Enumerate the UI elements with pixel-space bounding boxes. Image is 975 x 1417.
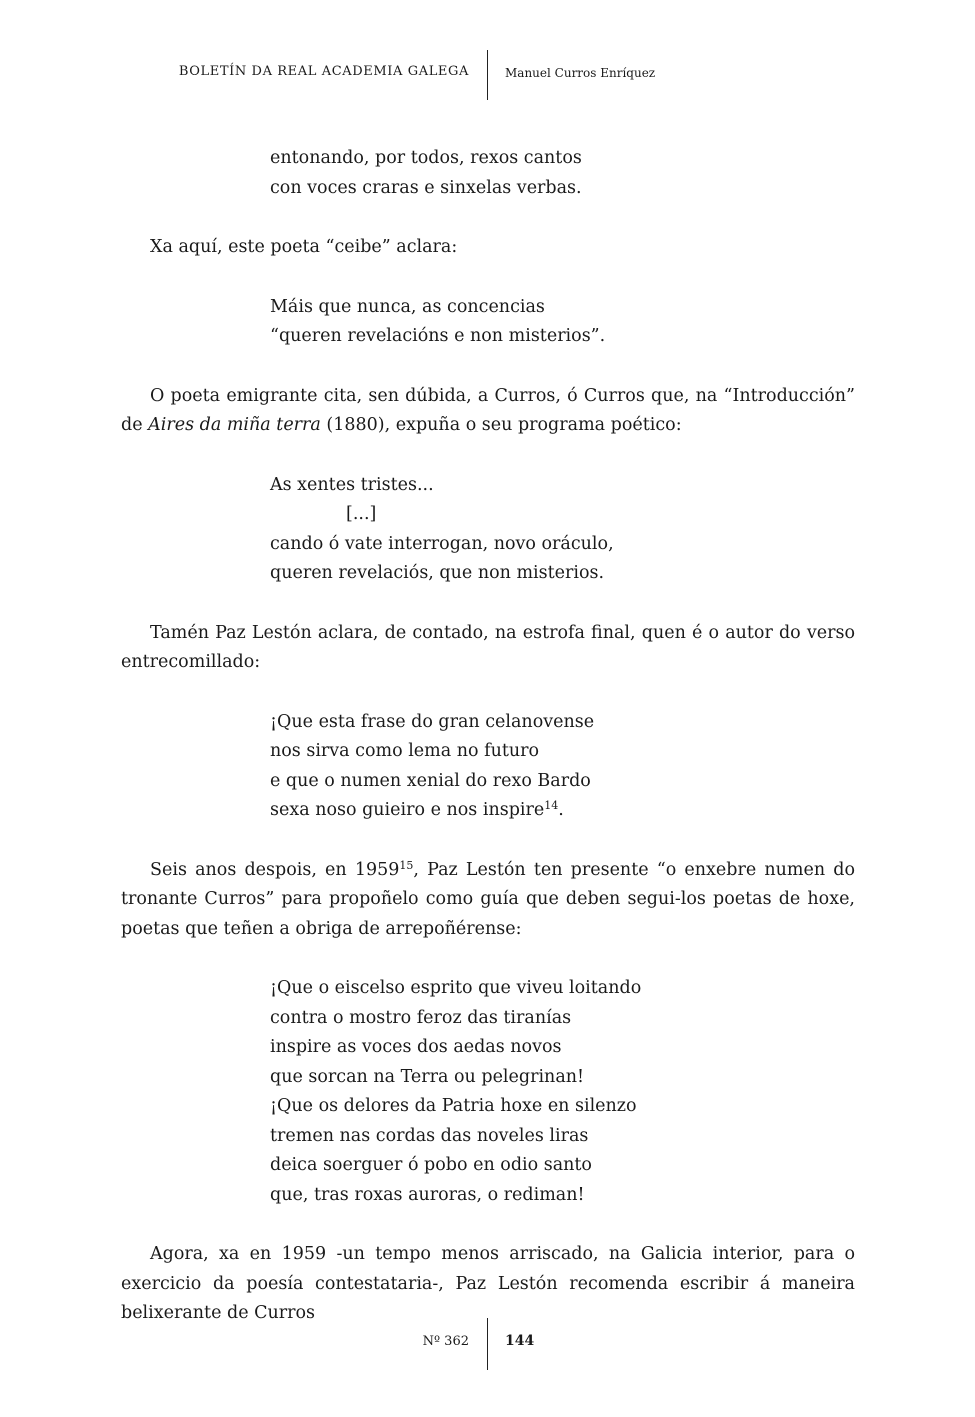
paragraph-4-text: Seis anos despois, en 1959 — [150, 859, 400, 880]
verse-line: que sorcan na Terra ou pelegrinan! — [270, 1066, 585, 1087]
paragraph-2-text-end: (1880), expuña o seu programa poético: — [320, 415, 682, 435]
running-author: Manuel Curros Enríquez — [505, 66, 656, 80]
verse-line: tremen nas cordas das noveles liras — [270, 1125, 589, 1146]
verse-line: Máis que nunca, as concencias — [270, 296, 545, 317]
verse-line: con voces craras e sinxelas verbas. — [270, 177, 582, 198]
verse-line-text: sexa noso guieiro e nos inspire — [270, 800, 545, 820]
page-number: 144 — [505, 1333, 535, 1349]
paragraph-2-text: O poeta emigrante cita, sen dúbida, a Curros, ó Curros que, na “Introducción” de — [121, 385, 855, 435]
page-header — [0, 50, 975, 100]
page-footer — [0, 1318, 975, 1370]
verse-line: nos sirva como lema no futuro — [270, 741, 540, 761]
paragraph-2 — [121, 382, 855, 441]
verse-line: entonando, por todos, rexos cantos — [270, 148, 582, 168]
paragraph-5: Agora, xa en 1959 -un tempo menos arriscado, na Galicia interior, para o exercicio da poesía contestataria-, Paz Lestón recomenda escribir á maneira belixerante de Curros — [121, 1244, 855, 1323]
issue-number: Nº 362 — [422, 1334, 469, 1349]
verse-line: e que o numen xenial do rexo Bardo — [270, 770, 591, 791]
verse-line: sexa noso guieiro e nos inspire$^{14}$. — [270, 799, 564, 820]
verse-line: ¡Que esta frase do gran celanovense — [270, 711, 595, 732]
omission-mark: [...] — [346, 504, 377, 524]
verse-line: As xentes tristes... — [270, 474, 434, 495]
verse-line: ¡Que o eiscelso esprito que viveu loitando — [270, 978, 642, 998]
verse-block-1 — [270, 144, 855, 203]
paragraph-4 — [121, 856, 855, 945]
verse-block-4 — [270, 708, 855, 826]
verse-line: queren revelaciós, que non misterios. — [270, 563, 605, 583]
verse-line: contra o mostro feroz das tiranías — [270, 1007, 572, 1028]
verse-block-3 — [270, 471, 855, 589]
footnote-ref-15[interactable]: 15 — [399, 858, 414, 872]
verse-line: ¡Que os delores da Patria hoxe en silenzo — [270, 1096, 637, 1116]
footnote-ref-14[interactable]: 14 — [544, 799, 559, 812]
verse-block-2 — [270, 293, 855, 352]
verse-line: cando ó vate interrogan, novo oráculo, — [270, 533, 614, 554]
footer-divider — [487, 1318, 488, 1370]
paragraph-1: Xa aquí, este poeta “ceibe” aclara: — [150, 237, 458, 257]
paragraph-4-text-end: , Paz Lestón ten presente “o enxebre numen do tronante Curros” para propoñelo como guía que deben segui-los poetas de hoxe, poetas que teñen a obriga de arrepoñérense: — [121, 859, 855, 939]
paragraph-3: Tamén Paz Lestón aclara, de contado, na estrofa final, quen é o autor do verso entrecomillado: — [121, 622, 855, 672]
verse-line-omission — [270, 500, 855, 530]
verse-line: que, tras roxas auroras, o rediman! — [270, 1184, 585, 1205]
journal-title: BOLETÍN DA REAL ACADEMIA GALEGA — [178, 64, 469, 79]
verse-block-5 — [270, 974, 855, 1210]
book-title: Aires da miña terra — [148, 415, 321, 435]
page-body — [121, 144, 855, 1329]
verse-line: deica soerguer ó pobo en odio santo — [270, 1155, 592, 1175]
header-divider — [487, 50, 488, 100]
verse-line: “queren revelacións e non misterios”. — [270, 326, 606, 346]
verse-line: inspire as voces dos aedas novos — [270, 1037, 562, 1057]
